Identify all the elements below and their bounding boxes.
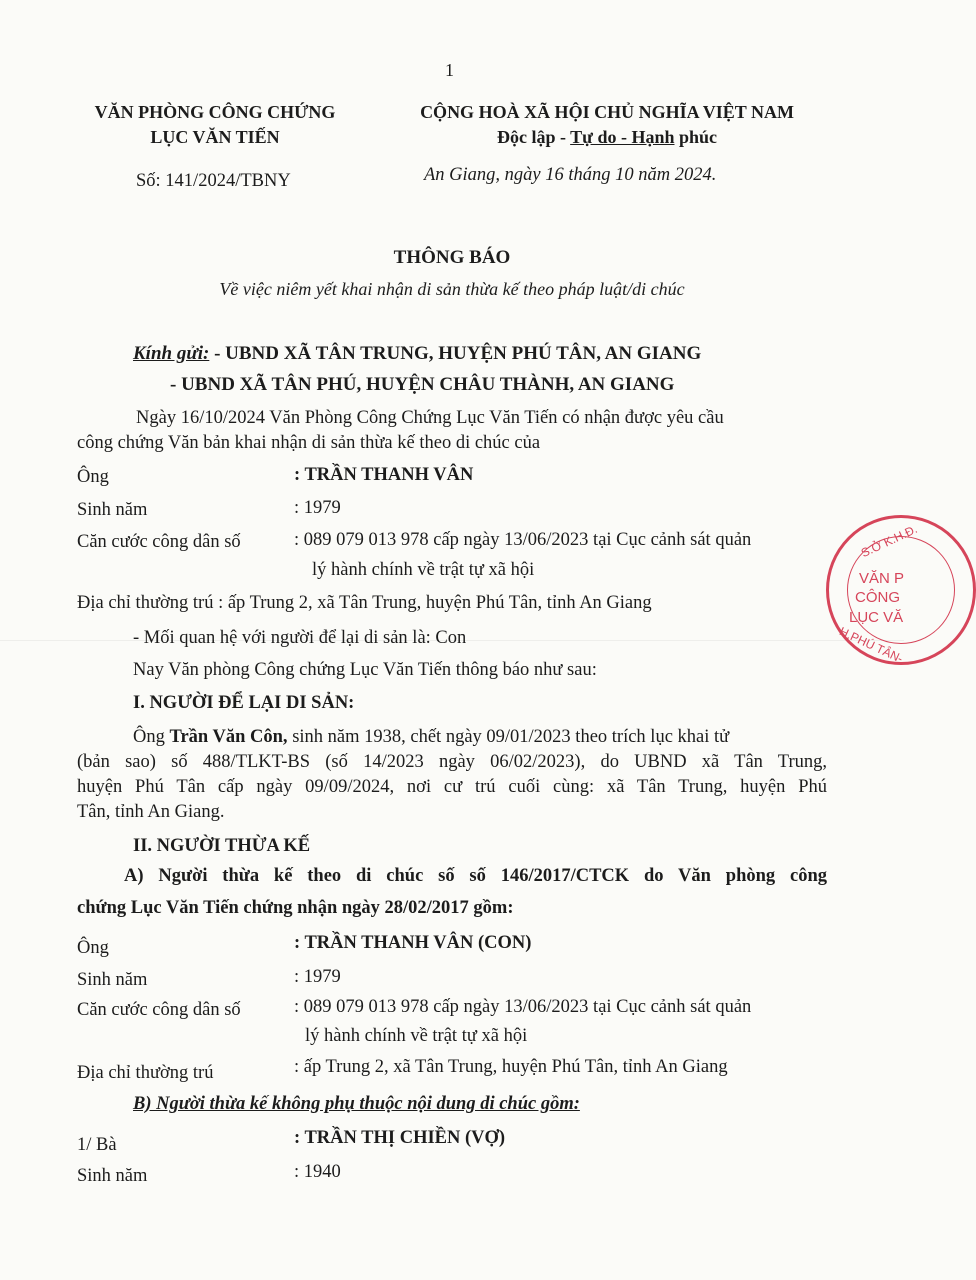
section1-line1 [133, 727, 826, 748]
recipients-line1 [133, 343, 701, 365]
motto-freedom: Tự do - Hạnh [570, 127, 675, 147]
section1-heading: I. NGƯỜI ĐỂ LẠI DI SẢN: [133, 693, 355, 713]
heirA-id-label: Căn cước công dân số [77, 1000, 241, 1020]
document-date: An Giang, ngày 16 tháng 10 năm 2024. [424, 165, 717, 185]
deceased-name: Trần Văn Côn, [169, 727, 288, 747]
intro-line1: Ngày 16/10/2024 Văn Phòng Công Chứng Lục Văn Tiến có nhận được yêu cầu [136, 408, 724, 428]
requester-address: Địa chỉ thường trú : ấp Trung 2, xã Tân Trung, huyện Phú Tân, tỉnh An Giang [77, 593, 652, 613]
heirB1-name-label: 1/ Bà [77, 1135, 117, 1155]
requester-name: : TRẦN THANH VÂN [294, 465, 474, 485]
section2-subA-line2: chứng Lục Văn Tiến chứng nhận ngày 28/02/2017 gồm: [77, 898, 514, 918]
heirA-address-label: Địa chỉ thường trú [77, 1063, 214, 1083]
intro-line2: công chứng Văn bản khai nhận di sản thừa kế theo di chúc của [77, 433, 541, 453]
announcement-line: Nay Văn phòng Công chứng Lục Văn Tiến thông báo như sau: [133, 660, 597, 680]
requester-birth-label: Sinh năm [77, 500, 148, 520]
heirA-id-line1: : 089 079 013 978 cấp ngày 13/06/2023 tại Cục cảnh sát quản [294, 997, 752, 1017]
stamp-line3: LỤC VĂ [849, 609, 904, 626]
section1-line3: huyện Phú Tân cấp ngày 09/09/2024, nơi cư trú cuối cùng: xã Tân Trung, huyện Phú [77, 777, 827, 797]
requester-name-label: Ông [77, 467, 109, 487]
document-number: Số: 141/2024/TBNY [136, 171, 291, 191]
requester-id-label: Căn cước công dân số [77, 532, 241, 552]
heirA-name: : TRẦN THANH VÂN (CON) [294, 933, 532, 953]
org-name-line1: VĂN PHÒNG CÔNG CHỨNG [94, 102, 336, 122]
motto-separator: - [555, 127, 571, 147]
stamp-top-text: S.Ở K.H.Đ. [858, 521, 920, 561]
heirA-address: : ấp Trung 2, xã Tân Trung, huyện Phú Tân, tỉnh An Giang [294, 1057, 728, 1077]
section1-line4: Tân, tỉnh An Giang. [77, 802, 225, 822]
motto-independence: Độc lập [496, 127, 556, 147]
document-title: THÔNG BÁO [393, 247, 511, 268]
requester-id-line1: : 089 079 013 978 cấp ngày 13/06/2023 tại Cục cảnh sát quản [294, 530, 752, 550]
motto-happiness: phúc [674, 127, 718, 147]
requester-relation: - Mối quan hệ với người để lại di sản là: Con [133, 628, 467, 648]
heirB1-birth: : 1940 [294, 1162, 341, 1182]
page-number: 1 [445, 60, 454, 80]
section2-heading: II. NGƯỜI THỪA KẾ [133, 836, 311, 856]
requester-birth: : 1979 [294, 498, 341, 518]
heirB1-birth-label: Sinh năm [77, 1166, 148, 1186]
stamp-bottom-text: H.PHÚ TÂN- [837, 624, 906, 666]
document-subtitle: Về việc niêm yết khai nhận di sản thừa kế theo pháp luật/di chúc [219, 279, 685, 299]
section1-prefix: Ông [133, 727, 170, 747]
section1-line2: (bản sao) số 488/TLKT-BS (số 14/2023 ngày 06/02/2023), do UBND xã Tân Trung, [77, 752, 827, 772]
heirA-name-label: Ông [77, 938, 109, 958]
requester-id-line2: lý hành chính về trật tự xã hội [312, 560, 535, 580]
recipients-label: Kính gửi: [133, 343, 210, 364]
section2-subB: B) Người thừa kế không phụ thuộc nội dung di chúc gồm: [133, 1094, 580, 1114]
recipient-1: - UBND XÃ TÂN TRUNG, HUYỆN PHÚ TÂN, AN GIANG [209, 343, 702, 364]
heirA-id-line2: lý hành chính về trật tự xã hội [305, 1026, 528, 1046]
notary-stamp [826, 515, 976, 665]
section2-subA-line1: A) Người thừa kế theo di chúc số số 146/2017/CTCK do Văn phòng công [124, 866, 827, 886]
heirB1-name: : TRẦN THỊ CHIỀN (VỢ) [294, 1128, 506, 1148]
national-motto [372, 125, 842, 150]
stamp-line1: VĂN P [859, 570, 905, 587]
recipient-2: - UBND XÃ TÂN PHÚ, HUYỆN CHÂU THÀNH, AN GIANG [170, 374, 675, 395]
org-name-line2: LỤC VĂN TIẾN [150, 127, 280, 147]
heirA-birth: : 1979 [294, 967, 341, 987]
heirA-birth-label: Sinh năm [77, 970, 148, 990]
section1-line1-rest: sinh năm 1938, chết ngày 09/01/2023 theo trích lục khai tử [287, 727, 730, 747]
stamp-line2: CÔNG [855, 589, 900, 606]
nation-title: CỘNG HOÀ XÃ HỘI CHỦ NGHĨA VIỆT NAM [420, 102, 794, 122]
